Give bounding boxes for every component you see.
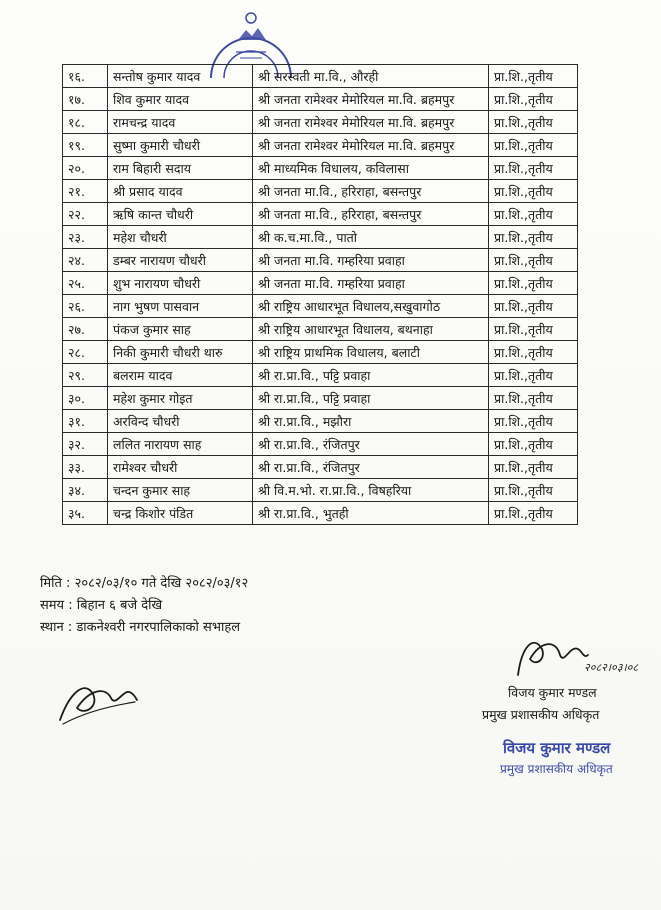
school-cell: श्री राष्ट्रिय आधारभूत विधालय,सखुवागोठ bbox=[253, 295, 489, 318]
stamp-name: विजय कुमार मण्डल bbox=[503, 739, 611, 757]
officer-signature bbox=[510, 625, 645, 685]
serial-cell: २८. bbox=[63, 341, 108, 364]
school-cell: श्री रा.प्रा.वि., पट्टि प्रवाहा bbox=[253, 387, 489, 410]
school-cell: श्री वि.म.भो. रा.प्रा.वि., विषहरिया bbox=[253, 479, 489, 502]
serial-cell: १७. bbox=[63, 88, 108, 111]
serial-cell: २७. bbox=[63, 318, 108, 341]
name-cell: निकी कुमारी चौधरी थारु bbox=[108, 341, 253, 364]
serial-cell: २९. bbox=[63, 364, 108, 387]
name-cell: पंकज कुमार साह bbox=[108, 318, 253, 341]
serial-cell: १८. bbox=[63, 111, 108, 134]
serial-cell: १९. bbox=[63, 134, 108, 157]
table-row bbox=[63, 479, 578, 502]
name-cell: ललित नारायण साह bbox=[108, 433, 253, 456]
left-signature bbox=[55, 672, 140, 727]
table-row bbox=[63, 295, 578, 318]
name-cell: शिव कुमार यादव bbox=[108, 88, 253, 111]
level-cell: प्रा.शि.,तृतीय bbox=[489, 65, 578, 88]
school-cell: श्री रा.प्रा.वि., मझौरा bbox=[253, 410, 489, 433]
serial-cell: २२. bbox=[63, 203, 108, 226]
serial-cell: ३२. bbox=[63, 433, 108, 456]
school-cell: श्री जनता रामेश्वर मेमोरियल मा.वि. ब्रहमपुर bbox=[253, 111, 489, 134]
serial-cell: ३४. bbox=[63, 479, 108, 502]
school-cell: श्री रा.प्रा.वि., रंजितपुर bbox=[253, 456, 489, 479]
name-cell: ऋषि कान्त चौधरी bbox=[108, 203, 253, 226]
level-cell: प्रा.शि.,तृतीय bbox=[489, 295, 578, 318]
level-cell: प्रा.शि.,तृतीय bbox=[489, 387, 578, 410]
name-cell: नाग भुषण पासवान bbox=[108, 295, 253, 318]
level-cell: प्रा.शि.,तृतीय bbox=[489, 341, 578, 364]
level-cell: प्रा.शि.,तृतीय bbox=[489, 180, 578, 203]
serial-cell: ३३. bbox=[63, 456, 108, 479]
serial-cell: ३५. bbox=[63, 502, 108, 525]
name-cell: रामेश्वर चौधरी bbox=[108, 456, 253, 479]
school-cell: श्री क.च.मा.वि., पातो bbox=[253, 226, 489, 249]
name-cell: शुभ नारायण चौधरी bbox=[108, 272, 253, 295]
time-line: समय : बिहान ६ बजे देखि bbox=[40, 598, 163, 613]
name-cell: सन्तोष कुमार यादव bbox=[108, 65, 253, 88]
school-cell: श्री जनता मा.वि., हरिराहा, बसन्तपुर bbox=[253, 203, 489, 226]
stamp-title: प्रमुख प्रशासकीय अधिकृत bbox=[500, 762, 613, 776]
level-cell: प्रा.शि.,तृतीय bbox=[489, 502, 578, 525]
school-cell: श्री राष्ट्रिय प्राथमिक विधालय, बलाटी bbox=[253, 341, 489, 364]
schedule-block bbox=[40, 573, 248, 639]
serial-cell: २५. bbox=[63, 272, 108, 295]
level-cell: प्रा.शि.,तृतीय bbox=[489, 433, 578, 456]
table-row bbox=[63, 272, 578, 295]
school-cell: श्री रा.प्रा.वि., भुतही bbox=[253, 502, 489, 525]
school-cell: श्री रा.प्रा.वि., पट्टि प्रवाहा bbox=[253, 364, 489, 387]
level-cell: प्रा.शि.,तृतीय bbox=[489, 318, 578, 341]
name-cell: बलराम यादव bbox=[108, 364, 253, 387]
date-line: मिति : २०८२/०३/१० गते देखि २०८२/०३/१२ bbox=[40, 576, 249, 591]
serial-cell: २४. bbox=[63, 249, 108, 272]
name-cell: श्री प्रसाद यादव bbox=[108, 180, 253, 203]
officer-title: प्रमुख प्रशासकीय अधिकृत bbox=[482, 707, 600, 722]
serial-cell: २३. bbox=[63, 226, 108, 249]
level-cell: प्रा.शि.,तृतीय bbox=[489, 410, 578, 433]
table-row bbox=[63, 180, 578, 203]
serial-cell: ३१. bbox=[63, 410, 108, 433]
serial-cell: १६. bbox=[63, 65, 108, 88]
level-cell: प्रा.शि.,तृतीय bbox=[489, 134, 578, 157]
level-cell: प्रा.शि.,तृतीय bbox=[489, 272, 578, 295]
name-cell: अरविन्द चौधरी bbox=[108, 410, 253, 433]
school-cell: श्री रा.प्रा.वि., रंजितपुर bbox=[253, 433, 489, 456]
school-cell: श्री जनता रामेश्वर मेमोरियल मा.वि. ब्रहमपुर bbox=[253, 88, 489, 111]
table-row bbox=[63, 134, 578, 157]
table-row bbox=[63, 88, 578, 111]
level-cell: प्रा.शि.,तृतीय bbox=[489, 88, 578, 111]
table-row bbox=[63, 111, 578, 134]
school-cell: श्री राष्ट्रिय आधारभूत विधालय, बथनाहा bbox=[253, 318, 489, 341]
name-cell: डम्बर नारायण चौधरी bbox=[108, 249, 253, 272]
table-row bbox=[63, 341, 578, 364]
school-cell: श्री सरस्वती मा.वि., औरही bbox=[253, 65, 489, 88]
name-cell: रामचन्द्र यादव bbox=[108, 111, 253, 134]
table-row bbox=[63, 456, 578, 479]
signature-date: २०८२।०३।०८ bbox=[584, 661, 639, 674]
table-row bbox=[63, 226, 578, 249]
table-row bbox=[63, 203, 578, 226]
school-cell: श्री जनता मा.वि., हरिराहा, बसन्तपुर bbox=[253, 180, 489, 203]
teacher-list-table bbox=[62, 64, 578, 525]
school-cell: श्री जनता मा.वि. गम्हरिया प्रवाहा bbox=[253, 272, 489, 295]
serial-cell: २६. bbox=[63, 295, 108, 318]
name-cell: राम बिहारी सदाय bbox=[108, 157, 253, 180]
name-cell: सुष्मा कुमारी चौधरी bbox=[108, 134, 253, 157]
level-cell: प्रा.शि.,तृतीय bbox=[489, 364, 578, 387]
name-cell: महेश चौधरी bbox=[108, 226, 253, 249]
school-cell: श्री माध्यमिक विधालय, कविलासा bbox=[253, 157, 489, 180]
level-cell: प्रा.शि.,तृतीय bbox=[489, 249, 578, 272]
table-row bbox=[63, 364, 578, 387]
name-cell: महेश कुमार गोइत bbox=[108, 387, 253, 410]
table-row bbox=[63, 65, 578, 88]
table-row bbox=[63, 502, 578, 525]
level-cell: प्रा.शि.,तृतीय bbox=[489, 456, 578, 479]
serial-cell: २१. bbox=[63, 180, 108, 203]
name-cell: चन्द्र किशोर पंडित bbox=[108, 502, 253, 525]
level-cell: प्रा.शि.,तृतीय bbox=[489, 203, 578, 226]
school-cell: श्री जनता मा.वि. गम्हरिया प्रवाहा bbox=[253, 249, 489, 272]
officer-name: विजय कुमार मण्डल bbox=[508, 685, 597, 700]
table-row bbox=[63, 387, 578, 410]
table-row bbox=[63, 433, 578, 456]
table-row bbox=[63, 157, 578, 180]
table-row bbox=[63, 318, 578, 341]
school-cell: श्री जनता रामेश्वर मेमोरियल मा.वि. ब्रहमपुर bbox=[253, 134, 489, 157]
name-cell: चन्दन कुमार साह bbox=[108, 479, 253, 502]
table-row bbox=[63, 249, 578, 272]
level-cell: प्रा.शि.,तृतीय bbox=[489, 157, 578, 180]
venue-line: स्थान : डाकनेश्वरी नगरपालिकाको सभाहल bbox=[40, 620, 241, 635]
level-cell: प्रा.शि.,तृतीय bbox=[489, 479, 578, 502]
serial-cell: ३०. bbox=[63, 387, 108, 410]
level-cell: प्रा.शि.,तृतीय bbox=[489, 226, 578, 249]
serial-cell: २०. bbox=[63, 157, 108, 180]
level-cell: प्रा.शि.,तृतीय bbox=[489, 111, 578, 134]
table-row bbox=[63, 410, 578, 433]
